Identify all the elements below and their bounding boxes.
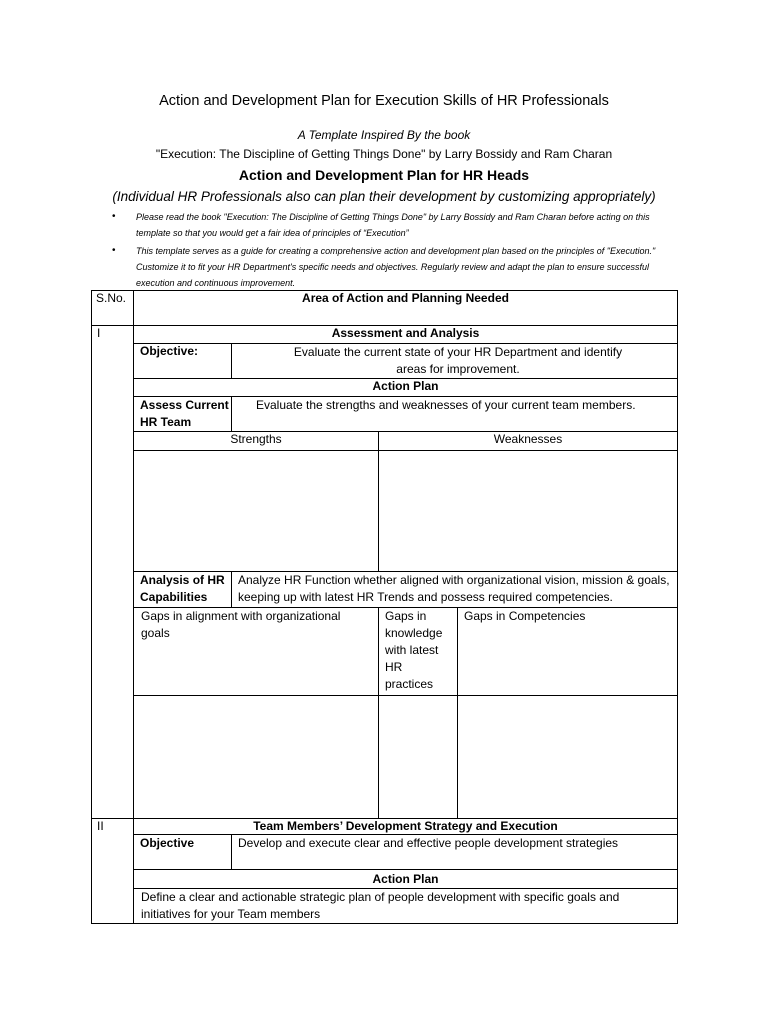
list-item [112, 243, 672, 291]
sno-column-header: S.No. [96, 291, 127, 305]
section-title: Team Members’ Development Strategy and Execution [253, 819, 558, 833]
weaknesses-header: Weaknesses [493, 432, 563, 446]
assess-team-text: Evaluate the strengths and weaknesses of your current team members. [256, 398, 636, 412]
section-number: II [97, 819, 104, 833]
bullet-icon: • [112, 245, 116, 256]
objective-text: Evaluate the current state of your HR Department and identify areas for improvement. [293, 345, 623, 376]
objective-label: Objective [140, 836, 195, 850]
bullet-text: This template serves as a guide for creating a comprehensive action and development plan based on the principles of "Execution." Customize it to fit your HR Department's specific needs and objectives. Regularly review and adapt the plan to ensure successful execution and continuous improvement. [136, 246, 656, 288]
bullet-text: Please read the book "Execution: The Discipline of Getting Things Done" by Larry Bossidy and Ram Charan before acting on this template so that you would get a fair idea of principles of “Execution” [136, 212, 650, 238]
plan-subheading: (Individual HR Professionals also can plan their development by customizing appropriately) [112, 189, 656, 204]
gaps-competencies-header: Gaps in Competencies [464, 609, 586, 623]
list-item [112, 209, 672, 241]
objective-text: Develop and execute clear and effective people development strategies [238, 836, 619, 850]
gaps-knowledge-header: Gaps in knowledge with latest HR practices [385, 609, 443, 691]
document-title: Action and Development Plan for Execution Skills of HR Professionals [159, 93, 609, 109]
instruction-bullets [112, 209, 672, 293]
action-plan-label: Action Plan [372, 379, 439, 393]
analysis-label: Analysis of HR Capabilities [140, 573, 225, 604]
area-column-header: Area of Action and Planning Needed [302, 291, 509, 305]
plan-heading: Action and Development Plan for HR Heads [238, 167, 530, 183]
bullet-icon: • [112, 211, 116, 222]
analysis-text: Analyze HR Function whether aligned with organizational vision, mission & goals, keeping up with latest HR Trends and possess required competencies. [238, 573, 670, 604]
action-plan-label: Action Plan [372, 872, 439, 886]
objective-label: Objective: [140, 344, 199, 358]
book-reference-line: "Execution: The Discipline of Getting Things Done" by Larry Bossidy and Ram Charan [155, 147, 613, 161]
gaps-alignment-header: Gaps in alignment with organizational goals [141, 609, 341, 640]
section-number: I [97, 326, 101, 340]
strengths-header: Strengths [230, 432, 282, 446]
strategic-plan-text: Define a clear and actionable strategic plan of people development with specific goals and initiatives for your Team members [141, 890, 620, 921]
section-title: Assessment and Analysis [331, 326, 480, 340]
template-inspired-line: A Template Inspired By the book [297, 128, 471, 142]
assess-team-label: Assess Current HR Team [140, 398, 229, 429]
